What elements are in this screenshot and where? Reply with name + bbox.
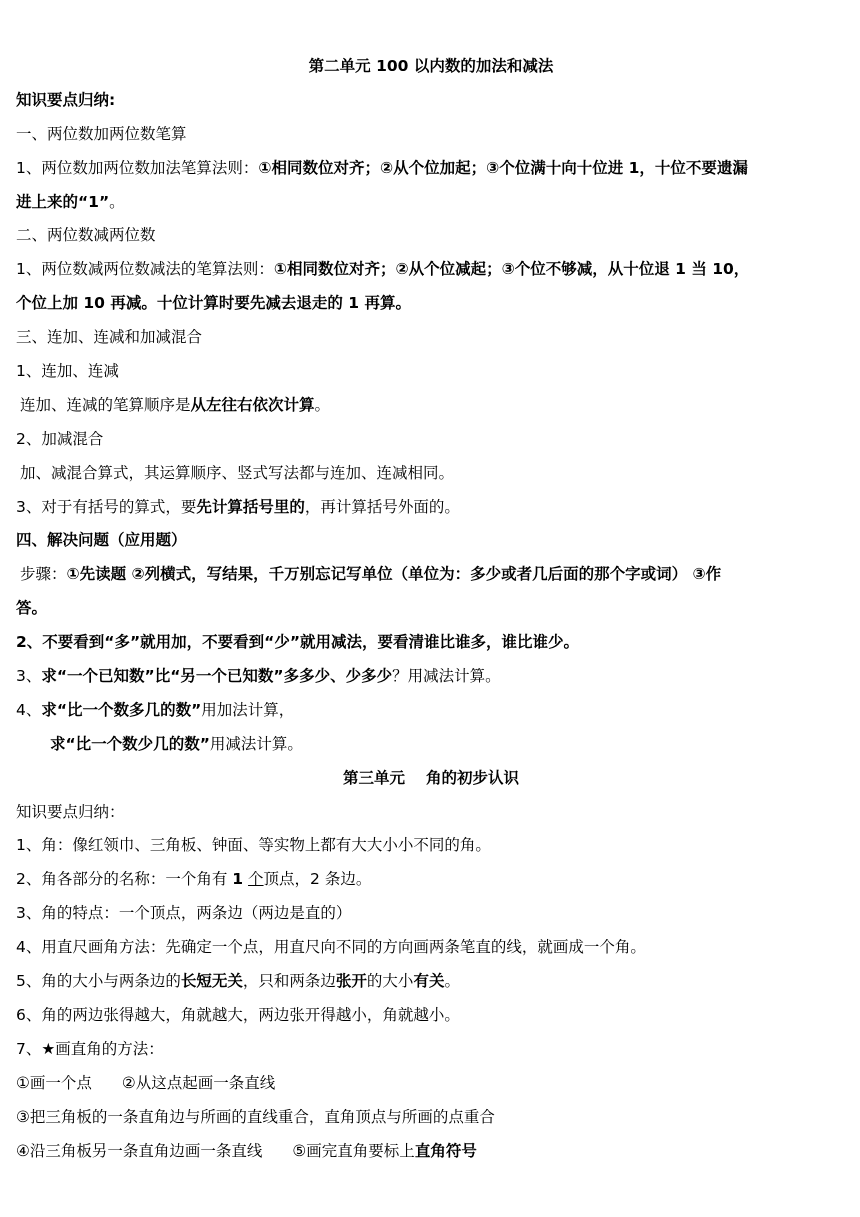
unit2-section3-item3-end: ，再计算括号外面的。 (304, 497, 460, 516)
unit2-section4-item4-key: 求“比一个数多几的数” (41, 700, 202, 719)
unit3-point5-e: 的大小 (366, 972, 414, 991)
unit3-point2 (16, 863, 846, 897)
unit2-section3-item1-text-key: 从左往右依次计算 (190, 395, 315, 414)
unit3-step5-lead: ⑤画完直角要标上 (292, 1141, 415, 1160)
unit2-section3-item2: 2、加减混合 (16, 429, 104, 448)
unit2-section4-item3 (16, 660, 846, 694)
unit3-point7: 7、★画直角的方法： (16, 1039, 164, 1058)
unit2-section1-heading: 一、两位数加两位数笔算 (16, 124, 187, 143)
unit2-section4-steps (16, 558, 846, 592)
unit2-section4-item2: 2、不要看到“多”就用加，不要看到“少”就用减法，要看清谁比谁多，谁比谁少。 (16, 633, 580, 652)
unit3-steps-row3 (16, 1135, 846, 1169)
unit2-section4-item4-cont (16, 728, 846, 762)
unit2-section1-rule (16, 152, 846, 186)
unit3-point5-b: 长短无关 (180, 972, 243, 991)
unit2-section2-rule (16, 253, 846, 287)
unit3-point2-measure: 个 (248, 870, 264, 889)
unit3-point5-d: 张开 (335, 972, 367, 991)
unit3-point5-f: 有关 (413, 972, 445, 991)
unit3-title: 第三单元 角的初步认识 (343, 768, 519, 787)
unit2-section3-item1-text-end: 。 (314, 395, 331, 414)
unit3-point4: 4、用直尺画角方法：先确定一个点，用直尺向不同的方向画两条笔直的线，就画成一个角。 (16, 938, 646, 957)
unit2-section3-item1-text (16, 389, 846, 423)
unit2-section1-rule-tail: 进上来的“1” (16, 192, 110, 211)
unit2-section2-rule-steps: ①相同数位对齐；②从个位减起；③个位不够减，从十位退 1 当 10， (273, 260, 750, 279)
unit2-section3-item1: 1、连加、连减 (16, 362, 119, 381)
unit3-point5-a: 5、角的大小与两条边的 (16, 972, 181, 991)
document-page (16, 50, 846, 1168)
unit2-title: 第二单元 100 以内数的加法和减法 (308, 57, 554, 75)
unit2-section1-rule-end: 。 (109, 192, 125, 211)
unit3-point3: 3、角的特点：一个顶点，两条边（两边是直的） (16, 904, 352, 923)
unit2-section4-item3-num: 3、 (16, 667, 42, 686)
unit3-point2-end: 顶点，2 条边。 (263, 870, 372, 889)
unit3-point2-count: 1 (232, 870, 244, 889)
unit2-section4-item4 (16, 694, 846, 728)
unit2-section3-heading: 三、连加、连减和加减混合 (16, 328, 203, 347)
unit2-section2-heading: 二、两位数减两位数 (16, 226, 156, 245)
unit2-section4-item4-key2: 求“比一个数少几的数” (50, 734, 210, 753)
unit2-section4-steps-lead: 步骤： (20, 565, 67, 584)
unit2-section4-item4-end2: 用减法计算。 (209, 734, 303, 753)
unit3-steps-row1 (16, 1067, 846, 1101)
unit2-section3-item1-text-lead: 连加、连减的笔算顺序是 (20, 395, 191, 414)
unit2-section3-item3-lead: 3、对于有括号的算式，要 (16, 497, 197, 516)
unit2-section3-item3 (16, 491, 846, 525)
unit2-section1-rule-steps: ①相同数位对齐；②从个位加起；③个位满十向十位进 1，十位不要遗漏 (258, 158, 748, 177)
unit3-point5 (16, 965, 846, 999)
unit3-point2-lead: 2、角各部分的名称：一个角有 (16, 870, 233, 889)
unit3-point1: 1、角：像红领巾、三角板、钟面、等实物上都有大大小小不同的角。 (16, 836, 491, 855)
unit2-section4-steps-cont: 答。 (16, 599, 48, 618)
unit2-section3-item2-text: 加、减混合算式，其运算顺序、竖式写法都与连加、连减相同。 (20, 463, 455, 482)
unit2-section4-item4-num: 4、 (16, 700, 42, 719)
unit3-step3: ③把三角板的一条直角边与所画的直线重合，直角顶点与所画的点重合 (16, 1107, 495, 1126)
unit2-section4-steps-body: ①先读题 ②列横式，写结果，千万别忘记写单位（单位为：多少或者几后面的那个字或词） ③作 (66, 565, 722, 584)
unit3-point5-g: 。 (444, 972, 460, 991)
unit2-section1-rule-cont (16, 186, 846, 220)
unit2-section1-rule-lead: 1、两位数加两位数加法笔算法则： (16, 158, 259, 177)
unit3-step2: ②从这点起画一条直线 (121, 1073, 276, 1092)
unit2-section3-item3-key: 先计算括号里的 (196, 497, 305, 516)
unit2-section4-item3-key: 求“一个已知数”比“另一个已知数”多多少、少多少 (41, 667, 393, 686)
unit2-section4-item3-end: ？用减法计算。 (392, 667, 501, 686)
unit2-section4-item4-end: 用加法计算， (201, 700, 295, 719)
unit3-step5-key: 直角符号 (414, 1141, 477, 1160)
unit3-step1: ①画一个点 (16, 1073, 92, 1092)
unit2-section2-rule-cont: 个位上加 10 再减。十位计算时要先减去退走的 1 再算。 (16, 294, 411, 313)
unit3-point6: 6、角的两边张得越大，角就越大，两边张开得越小，角就越小。 (16, 1005, 460, 1024)
unit3-point5-c: ，只和两条边 (242, 972, 336, 991)
unit2-summary-heading: 知识要点归纳: (16, 90, 116, 109)
unit2-section4-heading: 四、解决问题（应用题） (16, 531, 187, 550)
unit3-summary-heading: 知识要点归纳： (16, 802, 125, 821)
unit2-section2-rule-lead: 1、两位数减两位数减法的笔算法则： (16, 260, 274, 279)
unit3-step4: ④沿三角板另一条直角边画一条直线 (16, 1141, 263, 1160)
